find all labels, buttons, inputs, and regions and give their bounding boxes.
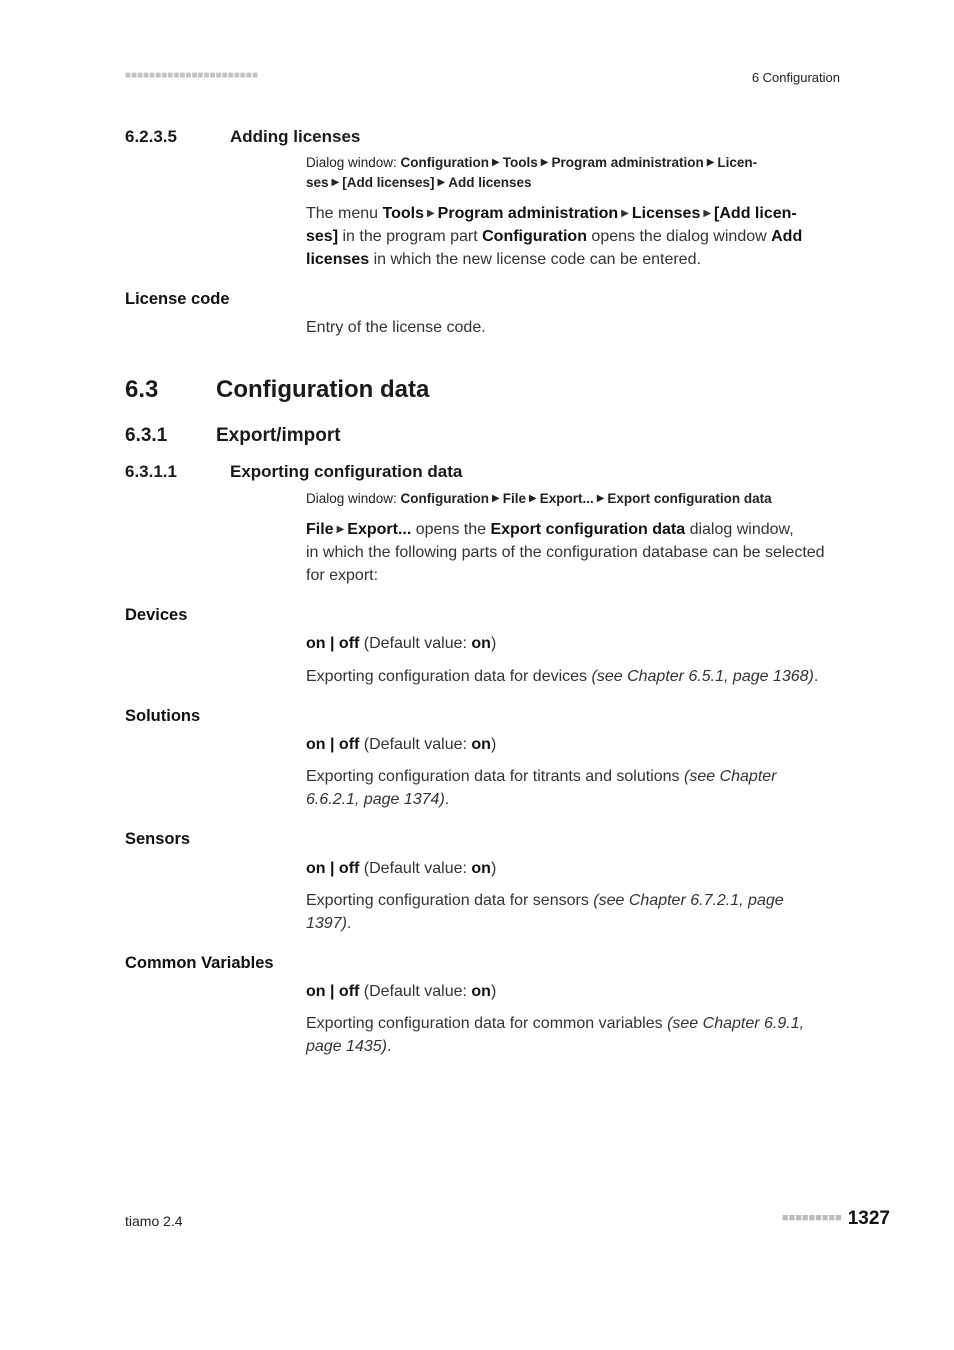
dialog-path-export	[306, 489, 796, 509]
path-item: Export configuration data	[607, 491, 772, 506]
cross-reference-link[interactable]: (see Chapter 6.9.1,	[667, 1015, 805, 1032]
term-license-code-desc: Entry of the license code.	[306, 319, 486, 336]
triangle-icon: ▶	[529, 493, 537, 504]
section-number: 6.3.1.1	[125, 462, 177, 481]
default-label: (Default value:	[359, 736, 472, 753]
text: .	[444, 791, 450, 808]
text: Exporting configuration data for sensors	[306, 892, 594, 909]
common-default	[306, 980, 842, 1003]
cross-reference-link[interactable]: 1397)	[306, 915, 347, 932]
footer-decoration: ■■■■■■■■■	[781, 1212, 842, 1224]
triangle-icon: ▶	[706, 157, 715, 168]
menu-item: Export...	[347, 521, 412, 538]
path-item: Configuration	[400, 155, 490, 170]
section-heading-63	[125, 376, 429, 404]
cross-reference-link[interactable]: (see Chapter	[684, 768, 777, 785]
section-title: Configuration data	[216, 376, 430, 403]
solutions-desc	[306, 765, 842, 811]
section-title: Adding licenses	[230, 127, 361, 146]
onoff-values: on | off	[306, 736, 360, 753]
header-chapter: 6 Configuration	[751, 70, 840, 85]
text: Exporting configuration data for common variables	[306, 1015, 668, 1032]
text: .	[346, 915, 352, 932]
default-value: on	[471, 983, 491, 1000]
path-item: ses	[306, 175, 329, 190]
triangle-icon: ▶	[426, 208, 435, 219]
section-number: 6.3.1	[125, 425, 168, 446]
text: )	[490, 860, 497, 877]
menu-item: Tools	[382, 205, 424, 222]
menu-item: Licenses	[631, 205, 701, 222]
onoff-values: on | off	[306, 860, 360, 877]
cross-reference-link[interactable]: (see Chapter 6.5.1, page 1368)	[591, 668, 814, 685]
term-devices: Devices	[125, 606, 188, 624]
sensors-default	[306, 857, 842, 880]
dialog-name: Add	[771, 228, 803, 245]
path-item: Program administration	[551, 155, 704, 170]
triangle-icon: ▶	[331, 177, 340, 188]
menu-item: Program administration	[437, 205, 619, 222]
default-label: (Default value:	[359, 635, 472, 652]
program-part: Configuration	[482, 228, 587, 245]
common-desc	[306, 1012, 842, 1058]
solutions-default	[306, 733, 842, 756]
term-license-code: License code	[125, 290, 230, 308]
export-paragraph	[306, 518, 842, 587]
default-value: on	[471, 736, 491, 753]
footer-page-number	[782, 1208, 890, 1230]
dialog-name: licenses	[306, 251, 370, 268]
cross-reference-link[interactable]: (see Chapter 6.7.2.1, page	[593, 892, 784, 909]
path-item: [Add licenses]	[342, 175, 435, 190]
text: )	[490, 983, 497, 1000]
path-item: Configuration	[400, 491, 490, 506]
path-item: Licen-	[717, 155, 758, 170]
term-solutions: Solutions	[125, 707, 201, 725]
section-heading-6311	[125, 462, 462, 482]
text: in the program part	[338, 228, 483, 245]
devices-desc	[306, 665, 842, 688]
triangle-icon: ▶	[492, 493, 500, 504]
path-item: Tools	[502, 155, 538, 170]
section-title: Export/import	[216, 425, 341, 446]
triangle-icon: ▶	[596, 493, 605, 504]
text: The menu	[306, 205, 383, 222]
footer-product: tiamo 2.4	[125, 1213, 183, 1229]
section-number: 6.3	[125, 376, 159, 403]
cross-reference-link[interactable]: page 1435)	[306, 1038, 387, 1055]
section-title: Exporting configuration data	[230, 462, 463, 481]
text: Exporting configuration data for titrants and solutions	[306, 768, 684, 785]
section-heading-6235	[125, 127, 360, 147]
section-number: 6.2.3.5	[125, 127, 177, 146]
triangle-icon: ▶	[621, 208, 629, 219]
path-item: File	[502, 491, 526, 506]
text: in which the following parts of the configuration database can be selected	[306, 544, 825, 561]
text: Exporting configuration data for devices	[306, 668, 592, 685]
menu-item: File	[306, 521, 334, 538]
section-heading-631	[125, 425, 341, 447]
default-value: on	[471, 860, 491, 877]
text: opens the	[411, 521, 491, 538]
dialog-label: Dialog window:	[306, 155, 401, 170]
triangle-icon: ▶	[540, 157, 549, 168]
text: dialog window,	[685, 521, 794, 538]
triangle-icon: ▶	[492, 157, 500, 168]
default-label: (Default value:	[359, 983, 472, 1000]
add-licenses-paragraph	[306, 202, 842, 271]
dialog-path-add-licenses	[306, 153, 796, 193]
text: .	[813, 668, 819, 685]
triangle-icon: ▶	[336, 524, 345, 535]
default-label: (Default value:	[359, 860, 472, 877]
header-decoration: ■■■■■■■■■■■■■■■■■■■■■■	[125, 70, 258, 81]
onoff-values: on | off	[306, 983, 360, 1000]
term-common-variables: Common Variables	[125, 954, 274, 972]
term-sensors: Sensors	[125, 830, 191, 848]
devices-default	[306, 632, 842, 655]
path-item: Add licenses	[448, 175, 532, 190]
text: in which the new license code can be entered.	[369, 251, 701, 268]
path-item: Export...	[539, 491, 594, 506]
onoff-values: on | off	[306, 635, 360, 652]
text: .	[386, 1038, 392, 1055]
menu-item: [Add licen-	[714, 205, 797, 222]
dialog-name: Export configuration data	[490, 521, 686, 538]
text: opens the dialog window	[586, 228, 772, 245]
text: )	[490, 736, 497, 753]
page-number: 1327	[847, 1208, 890, 1229]
triangle-icon: ▶	[703, 208, 712, 219]
triangle-icon: ▶	[437, 177, 446, 188]
dialog-label: Dialog window:	[306, 491, 401, 506]
text: )	[490, 635, 497, 652]
sensors-desc	[306, 889, 842, 935]
cross-reference-link[interactable]: 6.6.2.1, page 1374)	[306, 791, 445, 808]
default-value: on	[471, 635, 491, 652]
text: for export:	[306, 567, 379, 584]
menu-item: ses]	[306, 228, 339, 245]
